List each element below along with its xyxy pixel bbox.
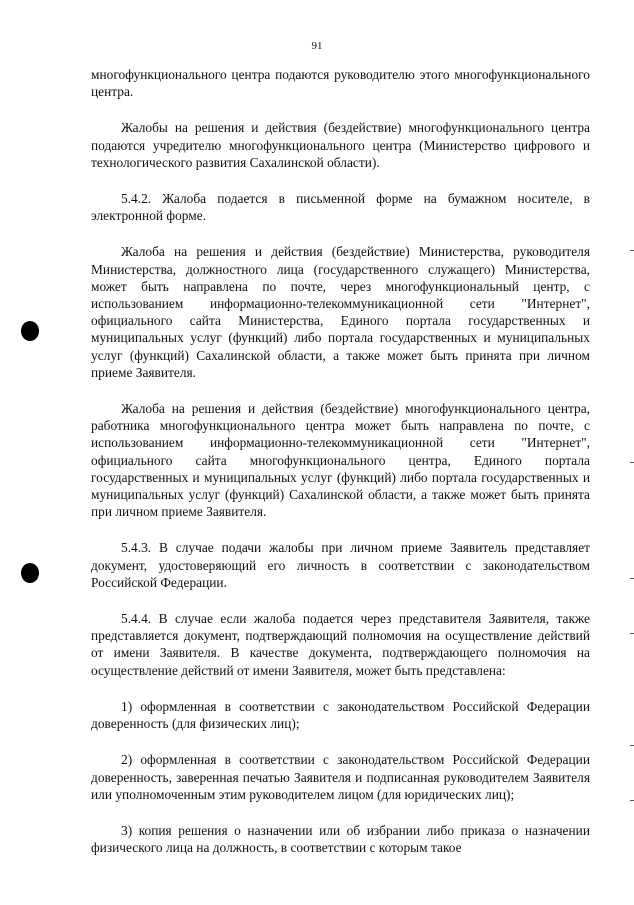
scan-edge-mark: [630, 462, 634, 463]
scan-edge-mark: [630, 633, 634, 634]
paragraph: Жалобы на решения и действия (бездействие) многофункционального центра подаются учредителю многофункционального центра (Министерство цифрового и технологического развития Сахалинской области).: [91, 120, 590, 170]
paragraph-5-4-4: 5.4.4. В случае если жалоба подается через представителя Заявителя, также представляется документ, подтверждающий полномочия на осуществление действий от имени Заявителя. В качестве документа, подтверждающего полномочия на осуществление действий от имени Заявителя, может быть представлена:: [91, 611, 590, 678]
paragraph: Жалоба на решения и действия (бездействие) многофункционального центра, работника многофункционального центра может быть направлена по почте, с использованием информационно-телекоммуникационной сети "Интернет", официального сайта многофункционального центра, Единого портала государственных и муниципальных услуг (функций) либо портала государственных и муниципальных услуг (функций) Сахалинской области, а также может быть принята при личном приеме Заявителя.: [91, 401, 590, 520]
paragraph-5-4-3: 5.4.3. В случае подачи жалобы при личном приеме Заявитель представляет документ, удостоверяющий его личность в соответствии с законодательством Российской Федерации.: [91, 540, 590, 590]
list-item-1: 1) оформленная в соответствии с законодательством Российской Федерации доверенность (для физических лиц);: [91, 698, 590, 732]
scan-edge-mark: [630, 578, 634, 579]
scan-edge-mark: [630, 800, 634, 801]
scan-edge-mark: [630, 250, 634, 251]
paragraph-5-4-2: 5.4.2. Жалоба подается в письменной форме на бумажном носителе, в электронной форме.: [91, 191, 590, 224]
list-item-2: 2) оформленная в соответствии с законодательством Российской Федерации доверенность, заверенная печатью Заявителя и подписанная руководителем Заявителя или уполномоченным этим руководителем лицом (для юридических лиц);: [91, 752, 590, 802]
paragraph: Жалоба на решения и действия (бездействие) Министерства, руководителя Министерства, должностного лица (государственного служащего) Министерства, может быть направлена по почте, через многофункциональный центр, с использованием информационно-телекоммуникационной сети "Интернет", официального сайта Министерства, Единого портала государственных и муниципальных услуг (функций) либо портала государственных и муниципальных услуг (функций) Сахалинской области, а также может быть принята при личном приеме Заявителя.: [91, 244, 590, 380]
punch-hole-mark: [21, 321, 39, 341]
page-number: 91: [311, 40, 323, 52]
punch-hole-mark: [21, 563, 39, 583]
scan-edge-mark: [630, 745, 634, 746]
paragraph-continuation: многофункционального центра подаются руководителю этого многофункционального центра.: [91, 67, 590, 100]
document-body: [91, 66, 590, 856]
list-item-3: 3) копия решения о назначении или об избрании либо приказа о назначении физического лица на должность, в соответствии с которым такое: [91, 822, 590, 856]
